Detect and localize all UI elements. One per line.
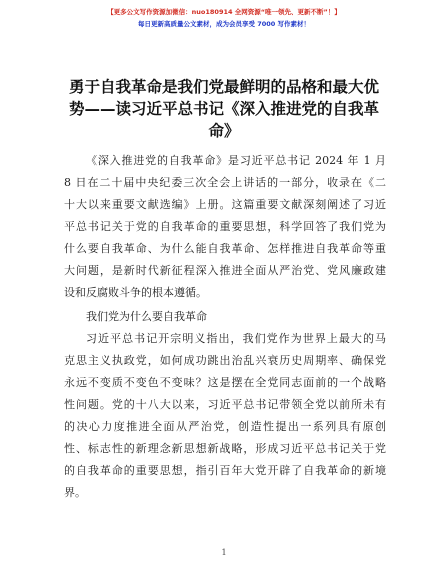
document-body bbox=[64, 150, 386, 504]
paragraph-line: 平总书记关于党的自我革命的重要思想，科学回答了我们党为 bbox=[64, 220, 386, 233]
page-number: 1 bbox=[221, 548, 227, 557]
paragraph-line: 什么要自我革命、为什么能自我革命、怎样推进自我革命等重 bbox=[64, 242, 386, 255]
paragraph-line: 十大以来重要文献选编》上册。这篇重要文献深刻阐述了习近 bbox=[64, 198, 386, 211]
section-heading: 我们党为什么要自我革命 bbox=[86, 310, 207, 323]
paragraph-line: 《深入推进党的自我革命》是习近平总书记 2024 年 1 月 bbox=[86, 154, 386, 167]
title-line: 命》 bbox=[208, 122, 240, 140]
paragraph-section-1 bbox=[64, 328, 386, 504]
title-line: 勇于自我革命是我们党最鲜明的品格和最大优 bbox=[68, 78, 379, 96]
paragraph-line: 的决心力度推进全面从严治党，创造性提出一系列具有原创 bbox=[64, 420, 386, 433]
paragraph-line: 大问题，是新时代新征程深入推进全面从严治党、党风廉政建 bbox=[64, 264, 386, 277]
paragraph-line: 克思主义执政党，如何成功跳出治乱兴衰历史周期率、确保党 bbox=[64, 354, 386, 367]
paragraph-line: 习近平总书记开宗明义指出，我们党作为世界上最大的马 bbox=[86, 332, 386, 345]
title-line: 势——读习近平总书记《深入推进党的自我革 bbox=[68, 100, 379, 118]
promo-line-1: 【更多公文写作资源加微信：nuo180914 全网资源“唯一领先、更新不断”！】 bbox=[107, 8, 341, 16]
paragraph-line: 永远不变质不变色不变味？这是摆在全党同志面前的一个战略 bbox=[64, 376, 386, 389]
paragraph-line: 设和反腐败斗争的根本遵循。 bbox=[64, 286, 207, 299]
promo-line-2: 每日更新高质量公文素材，成为会员享受 7000 写作素材！ bbox=[137, 20, 311, 28]
paragraph-line: 性、标志性的新理念新思想新战略，形成习近平总书记关于党 bbox=[64, 442, 386, 455]
paragraph-line: 8 日在二十届中央纪委三次全会上讲话的一部分，收录在《二 bbox=[64, 176, 386, 189]
paragraph-line: 的自我革命的重要思想，指引百年大党开辟了自我革命的新境 bbox=[64, 464, 386, 477]
paragraph-intro bbox=[64, 150, 386, 304]
promo-header bbox=[0, 6, 448, 30]
document-title bbox=[68, 76, 380, 142]
paragraph-line: 界。 bbox=[64, 486, 86, 499]
paragraph-line: 性问题。党的十八大以来，习近平总书记带领全党以前所未有 bbox=[64, 398, 386, 411]
